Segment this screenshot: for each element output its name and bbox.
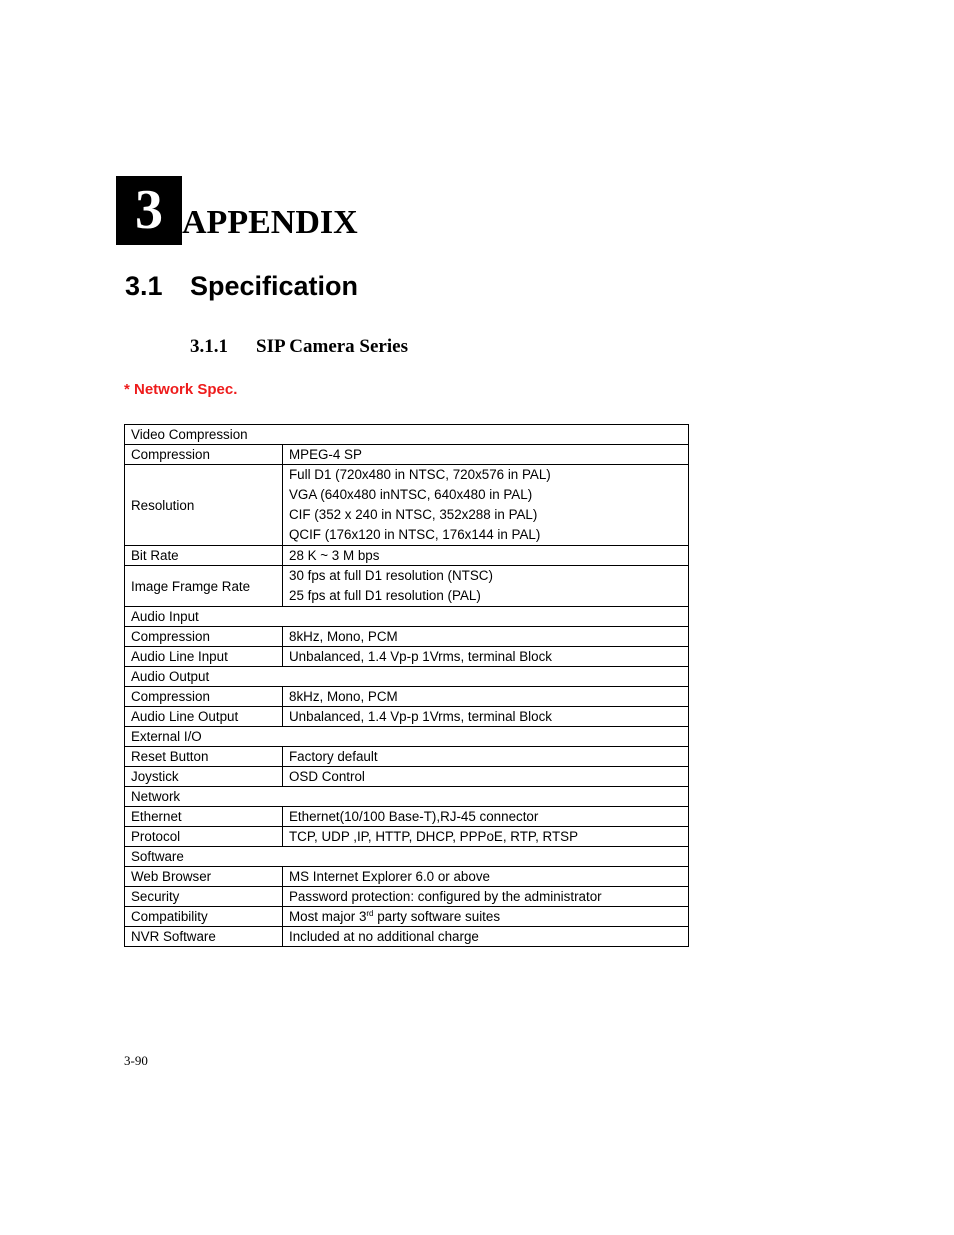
value-line: Full D1 (720x480 in NTSC, 720x576 in PAL) [289, 467, 551, 482]
chapter-number-box: 3 [116, 176, 182, 245]
row-value [283, 566, 689, 607]
row-label: Web Browser [125, 867, 283, 887]
table-row [125, 927, 689, 947]
row-label: Compression [125, 687, 283, 707]
subsection-title: SIP Camera Series [256, 336, 408, 357]
table-row [125, 827, 689, 847]
value-line: 25 fps at full D1 resolution (PAL) [289, 588, 481, 603]
group-header-video-compression: Video Compression [125, 425, 689, 445]
table-row [125, 707, 689, 727]
table-row [125, 566, 689, 607]
row-label: Compression [125, 445, 283, 465]
group-header-audio-input: Audio Input [125, 607, 689, 627]
table-row [125, 687, 689, 707]
row-label: Ethernet [125, 807, 283, 827]
value-line: 30 fps at full D1 resolution (NTSC) [289, 568, 493, 583]
table-row [125, 445, 689, 465]
table-row [125, 747, 689, 767]
group-header-network: Network [125, 787, 689, 807]
row-value: 8kHz, Mono, PCM [283, 687, 689, 707]
row-value: Factory default [283, 747, 689, 767]
row-label: Audio Line Input [125, 647, 283, 667]
row-label: NVR Software [125, 927, 283, 947]
group-header-external-io: External I/O [125, 727, 689, 747]
table-group-row [125, 847, 689, 867]
row-label: Compression [125, 627, 283, 647]
table-row [125, 887, 689, 907]
subsection-number: 3.1.1 [190, 336, 228, 357]
group-header-audio-output: Audio Output [125, 667, 689, 687]
table-row [125, 867, 689, 887]
table-row [125, 907, 689, 927]
row-value: Unbalanced, 1.4 Vp-p 1Vrms, terminal Block [283, 647, 689, 667]
table-group-row [125, 787, 689, 807]
row-value [283, 907, 689, 927]
page-number: 3-90 [124, 1053, 148, 1068]
section-heading [125, 269, 358, 303]
row-value: Included at no additional charge [283, 927, 689, 947]
subsection-heading [190, 335, 408, 359]
table-group-row [125, 607, 689, 627]
table-group-row [125, 667, 689, 687]
row-value: MPEG-4 SP [283, 445, 689, 465]
value-line: QCIF (176x120 in NTSC, 176x144 in PAL) [289, 527, 541, 542]
row-value: MS Internet Explorer 6.0 or above [283, 867, 689, 887]
row-value: OSD Control [283, 767, 689, 787]
table-row [125, 465, 689, 546]
row-value: 8kHz, Mono, PCM [283, 627, 689, 647]
row-label: Joystick [125, 767, 283, 787]
chapter-title: APPENDIX [182, 204, 358, 241]
row-label: Compatibility [125, 907, 283, 927]
table-row [125, 647, 689, 667]
row-label: Protocol [125, 827, 283, 847]
group-header-software: Software [125, 847, 689, 867]
row-label: Reset Button [125, 747, 283, 767]
section-title: Specification [190, 271, 359, 301]
table-row [125, 807, 689, 827]
table-row [125, 767, 689, 787]
table-row [125, 627, 689, 647]
row-label: Resolution [125, 465, 283, 546]
value-line: VGA (640x480 inNTSC, 640x480 in PAL) [289, 487, 533, 502]
row-value: 28 K ~ 3 M bps [283, 546, 689, 566]
spec-table [124, 424, 689, 947]
row-label: Image Framge Rate [125, 566, 283, 607]
section-number: 3.1 [125, 271, 163, 301]
row-value: Ethernet(10/100 Base-T),RJ-45 connector [283, 807, 689, 827]
table-group-row [125, 425, 689, 445]
network-spec-label: * Network Spec. [124, 381, 238, 398]
row-value: TCP, UDP ,IP, HTTP, DHCP, PPPoE, RTP, RTSP [283, 827, 689, 847]
row-value [283, 465, 689, 546]
table-row [125, 546, 689, 566]
value-text: Most major 3 [289, 909, 367, 924]
value-line: CIF (352 x 240 in NTSC, 352x288 in PAL) [289, 507, 538, 522]
row-label: Bit Rate [125, 546, 283, 566]
row-label: Security [125, 887, 283, 907]
value-text: party software suites [373, 909, 501, 924]
row-value: Password protection: configured by the administrator [283, 887, 689, 907]
row-value: Unbalanced, 1.4 Vp-p 1Vrms, terminal Block [283, 707, 689, 727]
superscript-text: rd [366, 909, 374, 918]
row-label: Audio Line Output [125, 707, 283, 727]
table-group-row [125, 727, 689, 747]
